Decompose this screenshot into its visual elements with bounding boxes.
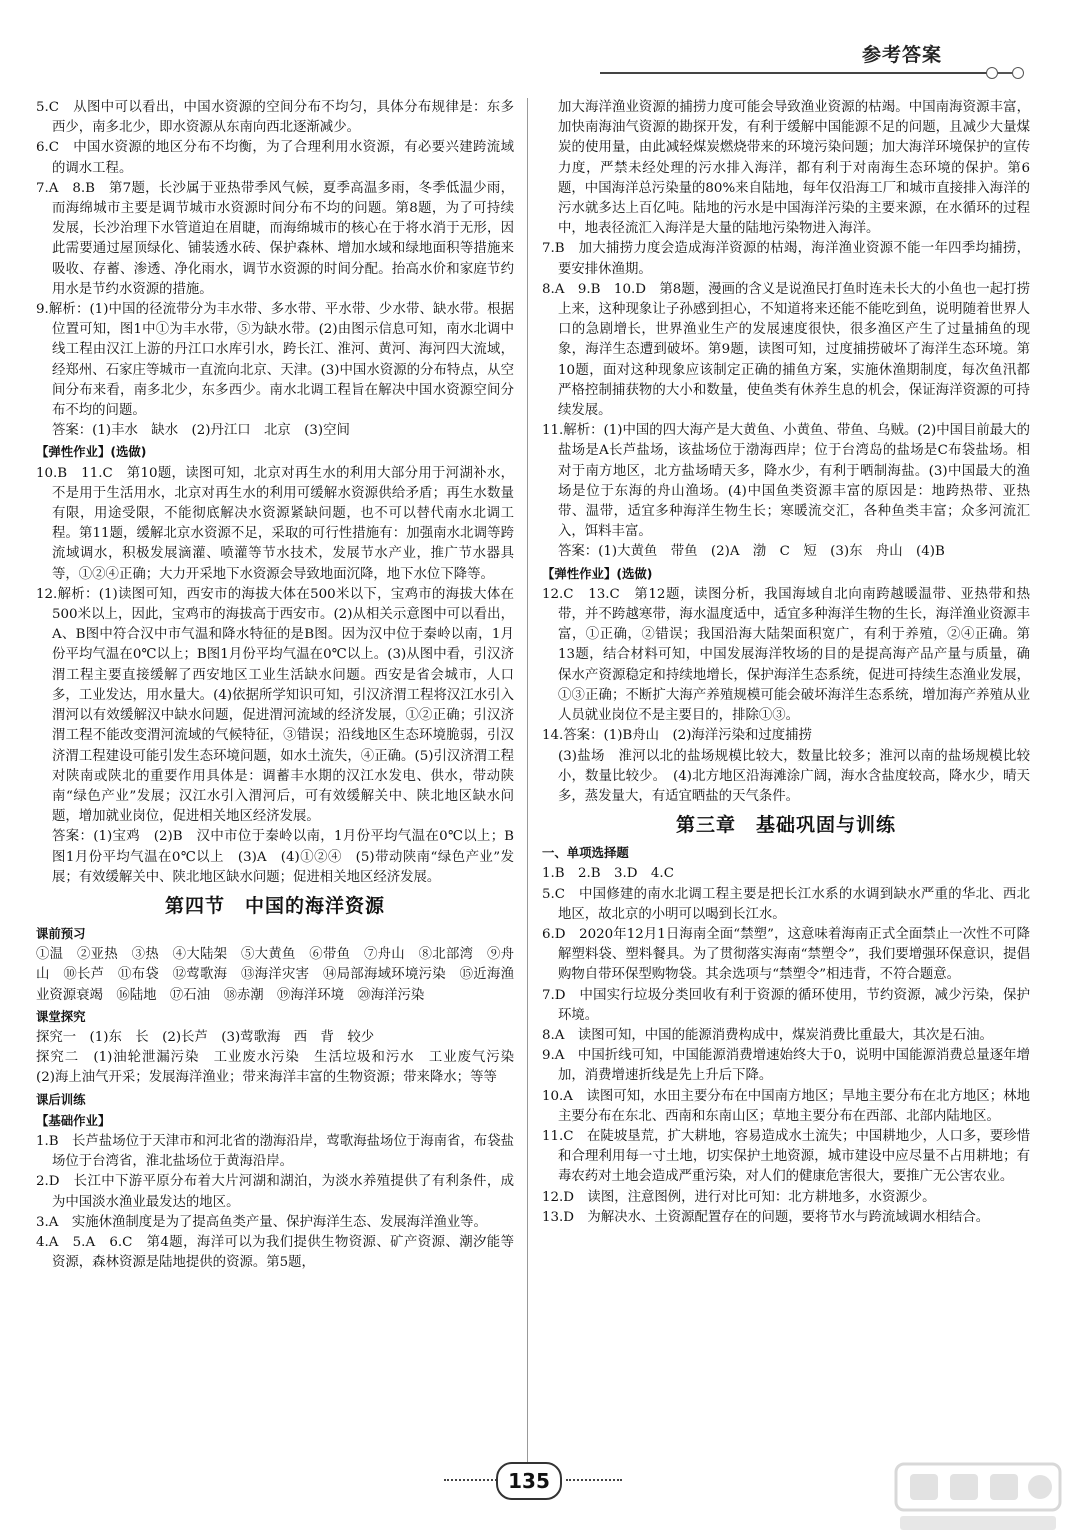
- circle-icon: [1012, 67, 1024, 79]
- answer-item: 6.C 中国水资源的地区分布不均衡，为了合理利用水资源，有必要兴建跨流域的调水工程。: [36, 140, 514, 176]
- answer-item: 14.答案：(1)B舟山 (2)海洋污染和过度捕捞: [542, 728, 812, 744]
- section-label: 【基础作业】: [36, 1112, 111, 1128]
- section-label: 课堂探究: [36, 1008, 86, 1024]
- answer-item: 4.A 5.A 6.C 第4题，海洋可以为我们提供生物资源、矿产资源、潮汐能等资源，森林资源是陆地提供的资源。第5题，: [36, 1234, 514, 1271]
- answer-item: 10.A 读图可知，水田主要分布在中国南方地区；旱地主要分布在北方地区；林地主要分布在东北、西南和东南山区；草地主要分布在西部、北部内陆地区。: [542, 1088, 1030, 1124]
- header-decoration-icon: [986, 66, 1042, 80]
- section-title: 第三章 基础巩固与训练: [675, 814, 896, 837]
- section-title: 第四节 中国的海洋资源: [164, 894, 385, 917]
- answer-line: 1.B 2.B 3.D 4.C: [542, 866, 674, 882]
- section-label: 【弹性作业】(选做): [542, 565, 653, 581]
- answer-item: 6.D 2020年12月1日海南全面“禁塑”，这意味着海南正式全面禁止一次性不可降解塑料袋、塑料餐具。为了贯彻落实海南“禁塑令”，我们要增强环保意识，提倡购物自带环保型购物袋。其余选项与“禁塑令”相违背，不符合题意。: [542, 926, 1030, 983]
- answer-text: 加大海洋渔业资源的捕捞力度可能会导致渔业资源的枯竭。中国南海资源丰富，加快南海油气资源的勘探开发，有利于缓解中国能源不足的问题，且减少大量煤炭的使用量，由此减轻煤炭燃烧带来的环境污染问题；加大海洋环境保护的宣传力度，严禁未经处理的污水排入海洋，都有利于对南海生态环境的保护。第6题，中国海洋总污染量的80%来自陆地，每年仅沿海工厂和城市直接排入海洋的污水就多达上百亿吨。陆地的污水是中国海洋污染的主要来源，在水循环的过程中，地表径流汇入海洋是大量的陆地污染物进入海洋。: [558, 100, 1030, 237]
- page-number: 135: [496, 1462, 562, 1500]
- answer-item: 10.B 11.C 第10题，读图可知，北京对再生水的利用大部分用于河湖补水，不是用于生活用水，北京对再生水的利用可缓解水资源供给矛盾；再生水数量有限，用途受限，不能彻底解决水资源紧缺问题，也不可以替代南水北调工程。第11题，缓解北京水资源不足，采取的可行性措施有：加强南水北调等跨流域调水，积极发展滴灌、喷灌等节水技术，发展节水产业，推广节水器具等，①②④正确；大力开采地下水资源会导致地面沉降，地下水位下降等。: [36, 465, 514, 582]
- header-title: 参考答案: [861, 44, 942, 66]
- answer-item: 2.D 长江中下游平原分布着大片河湖和湖泊，为淡水养殖提供了有利条件，成为中国淡水渔业最发达的地区。: [36, 1174, 514, 1210]
- answer-item: 12.D 读图，注意图例，进行对比可知：北方耕地多，水资源少。: [542, 1189, 936, 1205]
- answer-text: (3)盐场 淮河以北的盐场规模比较大，数量比较多；淮河以南的盐场规模比较小，数量比较少。 (4)北方地区沿海滩涂广阔，海水含盐度较高，降水少，晴天多，蒸发量大，有适宜晒盐的天气条件。: [558, 748, 1030, 804]
- answer-item: 7.A 8.B 第7题，长沙属于亚热带季风气候，夏季高温多雨，冬季低温少雨，而海绵城市主要是调节城市水资源时间分布不均的问题。第8题，为了可持续发展，长沙治理下水管道迫在眉睫，而海绵城市的核心在于将水消于无形，因此需要通过屋顶绿化、铺装透水砖、保护森林、增加水域和绿地面积等措施来吸收、存蓄、渗透、净化雨水，调节水资源的时间分配。抬高水价和家庭节约用水是节约水资源的措施。: [36, 180, 514, 297]
- answer-item: 8.A 9.B 10.D 第8题，漫画的含义是说渔民打鱼时连未长大的小鱼也一起打捞上来，这种现象让子孙感到担心，不知道将来还能不能吃到鱼，说明随着世界人口的急剧增长，世界渔业生产的发展速度很快，很多渔区产生了过量捕鱼的现象，海洋生态遭到破坏。第9题，读图可知，过度捕捞破坏了海洋生态环境。第10题，面对这种现象应该制定正确的捕鱼方案，实施休渔期制度，每次鱼汛都严格控制捕获物的大小和数量，使鱼类有休养生息的机会，保证海洋资源的可持续发展。: [542, 281, 1030, 419]
- answer-item: 11.C 在陡坡垦荒，扩大耕地，容易造成水土流失；中国耕地少，人口多，要珍惜和合理利用每一寸土地，切实保护土地资源，城市建设中应尽量不占用耕地；有毒农药对土地会造成严重污染，对人们的健康危害很大，要推广无公害农业。: [542, 1128, 1030, 1185]
- dotted-rule: [444, 1479, 500, 1481]
- answer-item: 1.B 长芦盐场位于天津市和河北省的渤海沿岸，莺歌海盐场位于海南省，布袋盐场位于台湾省，淮北盐场位于黄海沿岸。: [36, 1133, 514, 1170]
- answer-item: 3.A 实施休渔制度是为了提高鱼类产量、保护海洋生态、发展海洋渔业等。: [36, 1214, 487, 1230]
- answer-item: 9.解析：(1)中国的径流带分为丰水带、多水带、平水带、少水带、缺水带。根据位置可知，图1中①为丰水带，⑤为缺水带。(2)由图示信息可知，南水北调中线工程由汉江上游的丹江口水库引水，跨长江、淮河、黄河、海河四大流域，经郑州、石家庄等城市一直流向北京、天津。(3)中国水资源的分布特点，从空间分布来看，南多北少，东多西少。南水北调工程旨在解决中国水资源空间分布不均的问题。: [36, 302, 514, 419]
- section-label: 一、单项选择题: [542, 845, 629, 861]
- right-column: [542, 98, 1030, 1228]
- answer-line: 探究一 (1)东 长 (2)长芦 (3)莺歌海 西 背 较少: [36, 1029, 375, 1045]
- dotted-rule: [566, 1479, 622, 1481]
- watermark-logo-icon: [890, 1460, 1066, 1536]
- answer-line: 探究二 (1)油轮泄漏污染 工业废水污染 生活垃圾和污水 工业废气污染 (2)海上油气开采；发展海洋渔业；带来海洋丰富的生物资源；带来降水；等等: [36, 1050, 528, 1086]
- answer-text: 答案：(1)宝鸡 (2)B 汉中市位于秦岭以南，1月份平均气温在0℃以上；B图1月份平均气温在0℃以上 (3)A (4)①②④ (5)带动陕南“绿色产业”发展；有效缓解关中、陕北地区缺水问题；促进相关地区经济发展。: [52, 829, 514, 885]
- answer-item: 7.B 加大捕捞力度会造成海洋资源的枯竭，海洋渔业资源不能一年四季均捕捞，要安排休渔期。: [542, 241, 1030, 277]
- section-label: 课后训练: [36, 1091, 86, 1107]
- answer-item: 12.C 13.C 第12题，读图分析，我国海域自北向南跨越暖温带、亚热带和热带，并不跨越寒带，海水温度适中，适宜多种海洋生物的生长，海洋渔业资源丰富，①正确，②错误；我国沿海大陆架面积宽广，有利于养殖，②④正确。第13题，结合材料可知，中国发展海洋牧场的目的是提高海产品产量与质量，确保水产资源稳定和持续地增长，保护海洋生态系统，促进可持续生态渔业发展，①③正确；不断扩大海产养殖规模可能会破坏海洋生态系统，增加海产养殖从业人员就业岗位不是主要目的，排除①③。: [542, 586, 1030, 724]
- circle-icon: [986, 67, 998, 79]
- answer-item: 9.A 中国折线可知，中国能源消费增速始终大于0，说明中国能源消费总量逐年增加，消费增速折线是先上升后下降。: [542, 1048, 1030, 1084]
- answer-item: 8.A 读图可知，中国的能源消费构成中，煤炭消费比重最大，其次是石油。: [542, 1027, 993, 1043]
- answer-item: 5.C 中国修建的南水北调工程主要是把长江水系的水调到缺水严重的华北、西北地区，故北京的小明可以喝到长江水。: [542, 886, 1030, 922]
- page-footer: [440, 1462, 626, 1498]
- section-label: 课前预习: [36, 925, 86, 941]
- answer-text: 答案：(1)丰水 缺水 (2)丹江口 北京 (3)空间: [52, 423, 350, 439]
- answer-item: 11.解析：(1)中国的四大海产是大黄鱼、小黄鱼、带鱼、乌贼。(2)中国目前最大的盐场是A长芦盐场，该盐场位于渤海西岸；位于台湾岛的盐场是C布袋盐场。相对于南方地区，北方盐场晴天多，降水少，有利于晒制海盐。(3)中国最大的渔场是位于东海的舟山渔场。(4)中国鱼类资源丰富的原因是：地跨热带、亚热带、温带，适宜多种海洋生物生长；寒暖流交汇，各种鱼类丰富；众多河流汇入，饵料丰富。: [542, 423, 1030, 540]
- divider: [998, 72, 1012, 74]
- column-divider: [527, 98, 528, 1468]
- answer-item: 5.C 从图中可以看出，中国水资源的空间分布不均匀，具体分布规律是：东多西少，南多北少，即水资源从东南向西北逐渐减少。: [36, 100, 514, 136]
- header-rule: [600, 72, 988, 74]
- answer-item: 13.D 为解决水、土资源配置存在的问题，要将节水与跨流域调水相结合。: [542, 1209, 990, 1225]
- answer-item: 12.解析：(1)读图可知，西安市的海拔大体在500米以下，宝鸡市的海拔大体在500米以上，因此，宝鸡市的海拔高于西安市。(2)从相关示意图中可以看出，A、B图中符合汉中市气温和降水特征的是B图。因为汉中位于秦岭以南，1月份平均气温在0℃以上；B图1月份平均气温在0℃以上。(3)从图中看，引汉济渭工程主要直接缓解了西安地区工业生活缺水问题。西安是省会城市，人口多，工业发达，用水量大。(4)依据所学知识可知，引汉济渭工程将汉江水引入渭河以有效缓解汉中缺水问题，促进渭河流域的经济发展，①②正确；引汉济渭工程不能改变渭河流域的气候特征，③错误；沿线地区生态环境脆弱，引汉济渭工程建设可能引发生态环境问题，如水土流失，④正确。(5)引汉济渭工程对陕南或陕北的重要作用具体是：调蓄丰水期的汉江水发电、供水，带动陕南“绿色产业”发展；汉江水引入渭河后，可有效缓解关中、陕北地区缺水问题，增加就业岗位，促进相关地区经济发展。: [36, 586, 514, 825]
- answer-text: 答案：(1)大黄鱼 带鱼 (2)A 渤 C 短 (3)东 舟山 (4)B: [558, 544, 945, 560]
- left-column: [36, 98, 528, 1273]
- answer-item: 7.D 中国实行垃圾分类回收有利于资源的循环使用，节约资源，减少污染，保护环境。: [542, 987, 1030, 1023]
- section-label: 【弹性作业】(选做): [36, 444, 147, 460]
- answer-line: ①温 ②亚热 ③热 ④大陆架 ⑤大黄鱼 ⑥带鱼 ⑦舟山 ⑧北部湾 ⑨舟山 ⑩长芦 ⑪布袋 ⑫莺歌海 ⑬海洋灾害 ⑭局部海域环境污染 ⑮近海渔业资源衰竭 ⑯陆地 ⑰石油 ⑱赤潮 ⑲海洋环境 ⑳海洋污染: [36, 947, 514, 1003]
